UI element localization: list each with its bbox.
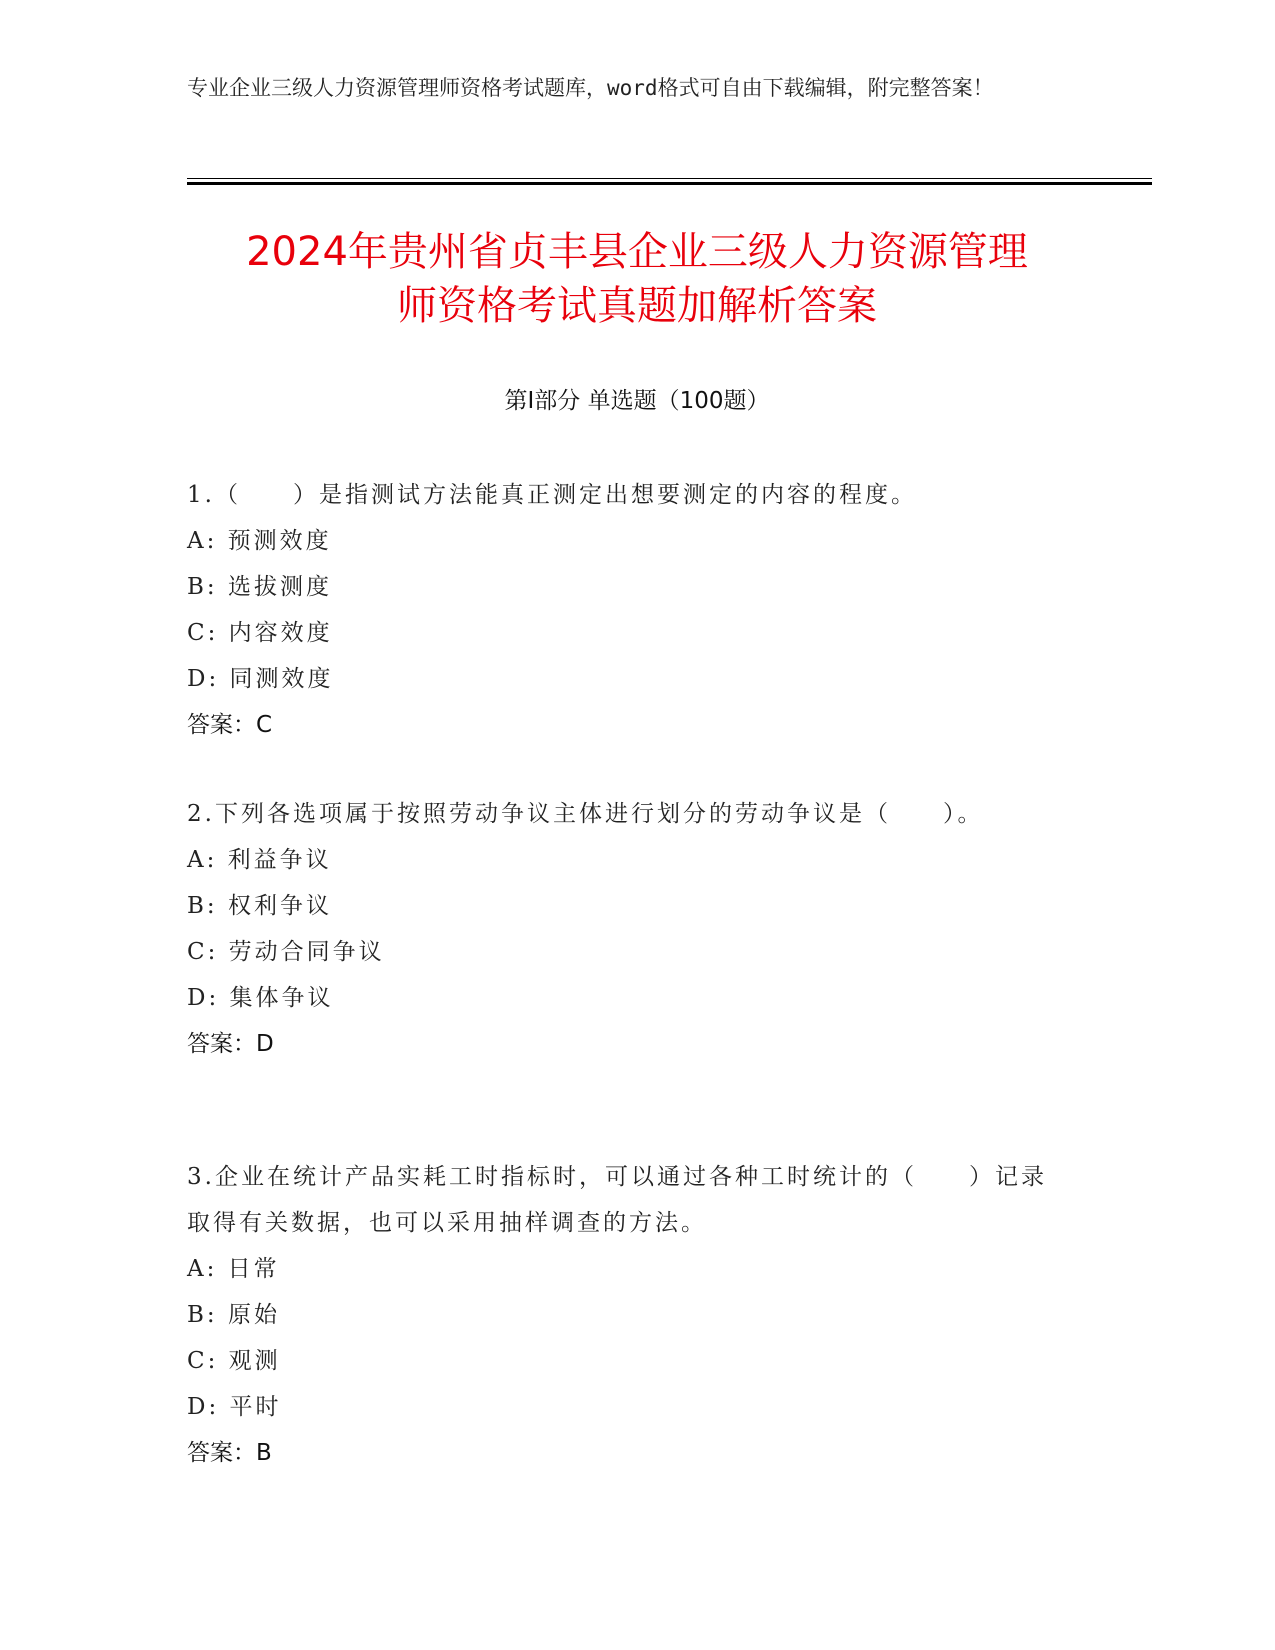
- option-d: D: 集体争议: [187, 985, 334, 1011]
- header-divider-thin: [187, 178, 1152, 179]
- option-a: A: 利益争议: [187, 847, 332, 873]
- section-heading: 第Ⅰ部分 单选题（100题）: [504, 388, 770, 414]
- option-c: C: 观测: [187, 1348, 281, 1374]
- option-c: C: 劳动合同争议: [187, 939, 385, 965]
- question-stem: 2.下列各选项属于按照劳动争议主体进行划分的劳动争议是（ ）。: [187, 801, 984, 827]
- question-stem: 1.（ ）是指测试方法能真正测定出想要测定的内容的程度。: [187, 482, 917, 508]
- question-1: [187, 472, 1067, 748]
- answer: 答案：B: [187, 1440, 272, 1466]
- option-d: D: 平时: [187, 1394, 282, 1420]
- option-b: B: 选拔测度: [187, 574, 332, 600]
- title-line-2: 师资格考试真题加解析答案: [397, 283, 877, 329]
- option-d: D: 同测效度: [187, 666, 334, 692]
- option-b: B: 原始: [187, 1302, 280, 1328]
- option-c: C: 内容效度: [187, 620, 333, 646]
- header-note: 专业企业三级人力资源管理师资格考试题库，word格式可自由下载编辑，附完整答案！: [187, 76, 994, 100]
- option-a: A: 预测效度: [187, 528, 332, 554]
- option-a: A: 日常: [187, 1256, 280, 1282]
- question-2: [187, 791, 1067, 1067]
- title-line-1: 2024年贵州省贞丰县企业三级人力资源管理: [246, 229, 1028, 275]
- question-3: [187, 1154, 1067, 1476]
- header-divider-thick: [187, 182, 1152, 185]
- answer: 答案：D: [187, 1031, 274, 1057]
- answer: 答案：C: [187, 712, 273, 738]
- document-title: [187, 225, 1087, 333]
- question-stem: 3.企业在统计产品实耗工时指标时，可以通过各种工时统计的（ ）记录取得有关数据，也可以采用抽样调查的方法。: [187, 1164, 1047, 1236]
- option-b: B: 权利争议: [187, 893, 332, 919]
